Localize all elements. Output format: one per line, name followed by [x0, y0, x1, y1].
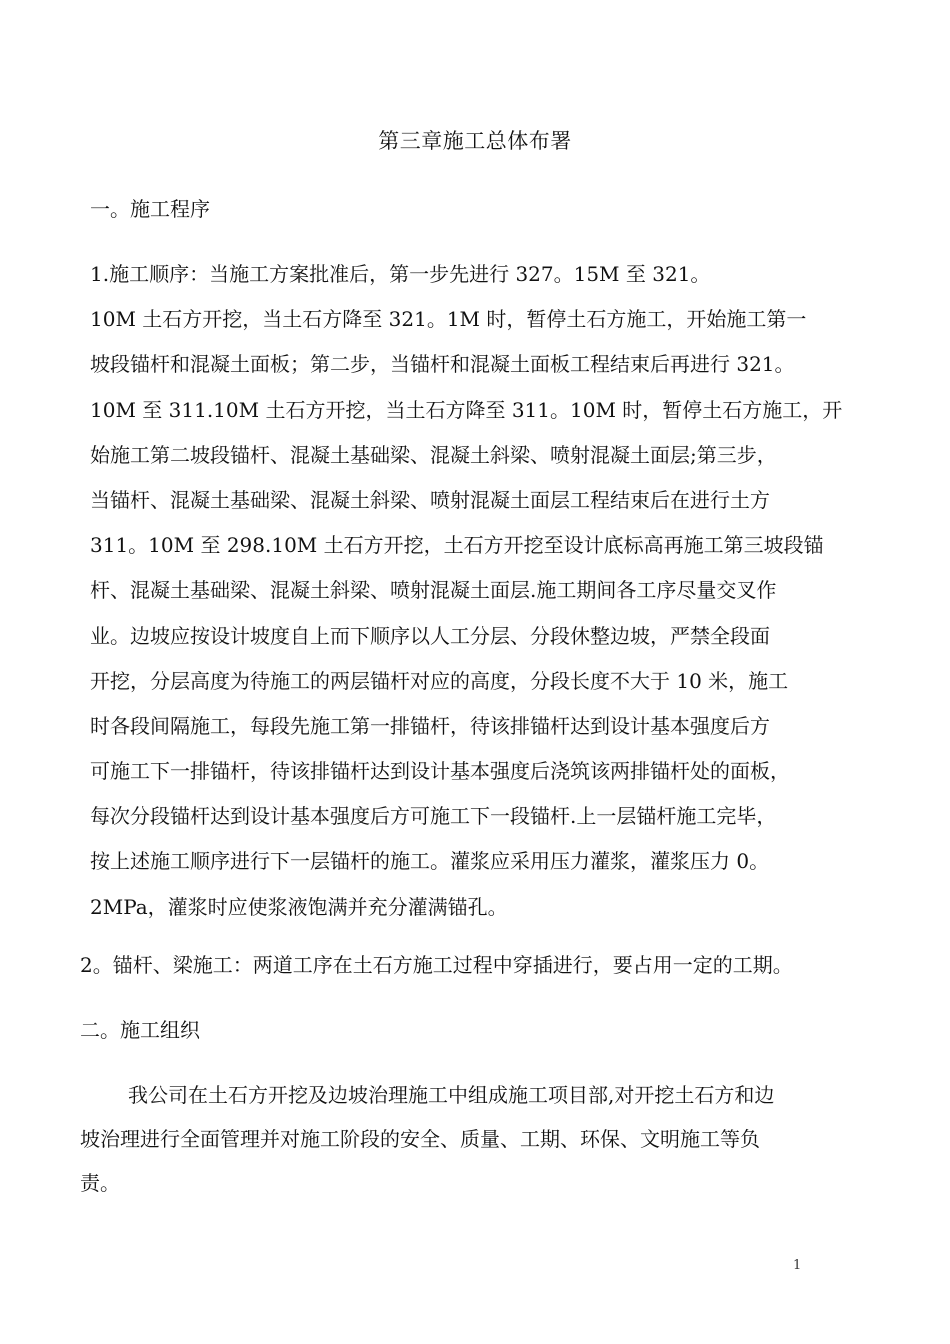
paragraph-line: 311。10M 至 298.10M 土石方开挖，土石方开挖至设计底标高再施工第三坡段锚	[90, 533, 824, 558]
paragraph-line: 业。边坡应按设计坡度自上而下顺序以人工分层、分段休整边坡，严禁全段面	[90, 623, 770, 648]
paragraph-line: 当锚杆、混凝土基础梁、混凝土斜梁、喷射混凝土面层工程结束后在进行土方	[90, 487, 770, 512]
paragraph-line: 坡治理进行全面管理并对施工阶段的安全、质量、工期、环保、文明施工等负	[80, 1127, 760, 1151]
paragraph-line: 10M 土石方开挖，当土石方降至 321。1M 时，暂停土石方施工，开始施工第一	[90, 307, 807, 332]
paragraph-line: 责。	[80, 1171, 120, 1195]
construction-sequence-paragraph	[90, 259, 890, 937]
paragraph-line: 2MPa，灌浆时应使浆液饱满并充分灌满锚孔。	[90, 894, 508, 919]
paragraph-line: 可施工下一排锚杆，待该排锚杆达到设计基本强度后浇筑该两排锚杆处的面板，	[90, 759, 790, 784]
paragraph-line: 1.施工顺序：当施工方案批准后，第一步先进行 327。15M 至 321。	[90, 262, 711, 286]
paragraph-line: 按上述施工顺序进行下一层锚杆的施工。灌浆应采用压力灌浆，灌浆压力 0。	[90, 849, 770, 874]
paragraph-line: 每次分段锚杆达到设计基本强度后方可施工下一段锚杆.上一层锚杆施工完毕，	[90, 804, 777, 829]
paragraph-line: 坡段锚杆和混凝土面板；第二步，当锚杆和混凝土面板工程结束后再进行 321。	[90, 352, 795, 377]
paragraph-line: 我公司在土石方开挖及边坡治理施工中组成施工项目部,对开挖土石方和边	[128, 1083, 775, 1107]
paragraph-line: 开挖，分层高度为待施工的两层锚杆对应的高度，分段长度不大于 10 米，施工	[90, 668, 789, 693]
page-number: 1	[793, 1258, 802, 1273]
paragraph-line: 始施工第二坡段锚杆、混凝土基础梁、混凝土斜梁、喷射混凝土面层;第三步，	[90, 442, 777, 467]
section-heading-organization: 二。施工组织	[80, 1018, 200, 1042]
chapter-title: 第三章施工总体布署	[378, 129, 572, 153]
section-heading-procedure: 一。施工程序	[90, 197, 210, 221]
paragraph-line: 10M 至 311.10M 土石方开挖，当土石方降至 311。10M 时，暂停土石方施工，开	[90, 397, 843, 422]
anchor-beam-construction-item: 2。锚杆、梁施工：两道工序在土石方施工过程中穿插进行，要占用一定的工期。	[80, 953, 793, 977]
organization-paragraph	[80, 1080, 880, 1212]
paragraph-line: 时各段间隔施工，每段先施工第一排锚杆，待该排锚杆达到设计基本强度后方	[90, 713, 770, 738]
paragraph-line: 杆、混凝土基础梁、混凝土斜梁、喷射混凝土面层.施工期间各工序尽量交叉作	[90, 578, 777, 603]
